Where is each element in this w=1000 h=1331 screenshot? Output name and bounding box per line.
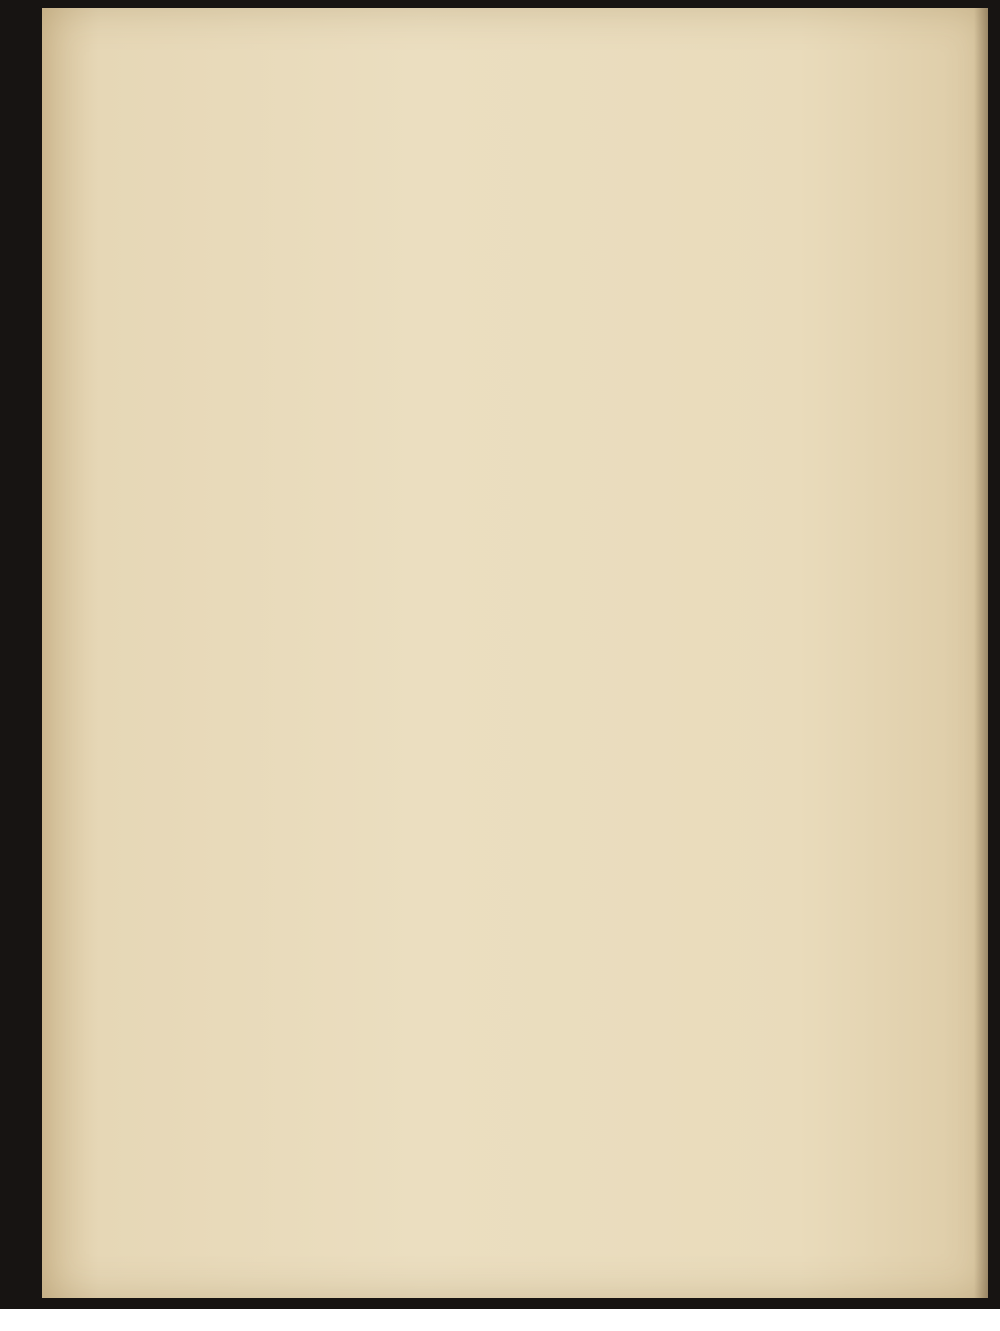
page-content: [136, 78, 926, 168]
book-page: [42, 8, 988, 1298]
digitization-credit: [982, 1313, 992, 1327]
page-edge-shadow: [974, 8, 988, 1298]
running-head: [136, 78, 926, 130]
